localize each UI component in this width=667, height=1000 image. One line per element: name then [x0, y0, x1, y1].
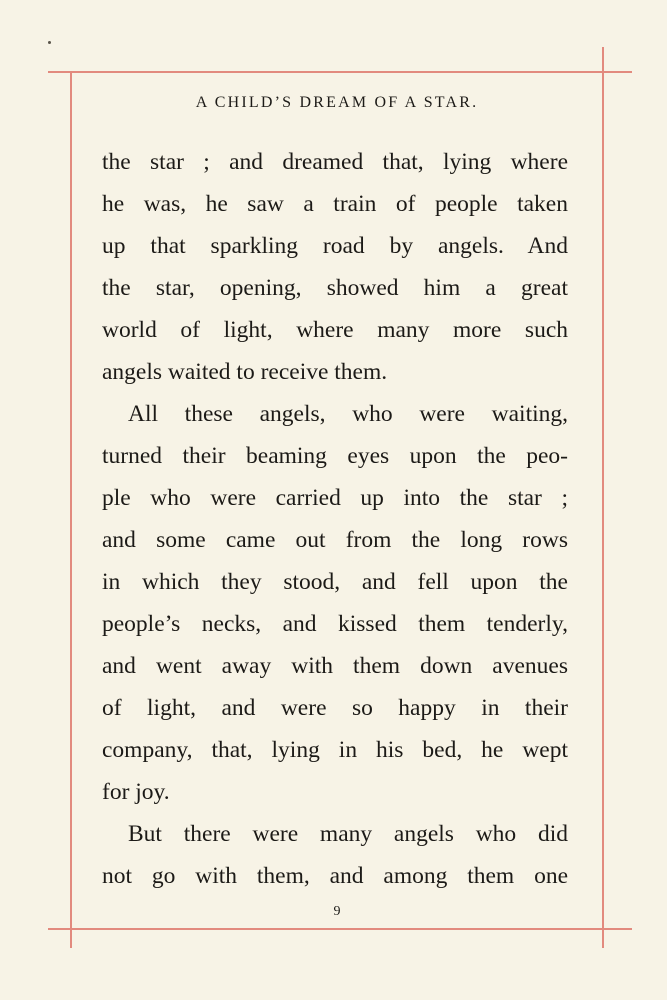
border-rule-left [70, 72, 72, 948]
border-rule-right [602, 47, 604, 948]
text-line: angels waited to receive them. [102, 359, 388, 385]
border-rule-bottom [48, 928, 632, 930]
text-line: turned their beaming eyes upon the peo- [102, 443, 568, 469]
page-speck [48, 41, 51, 44]
text-line: he was, he saw a train of people taken [102, 191, 568, 217]
text-line: people’s necks, and kissed them tenderly, [102, 611, 568, 637]
text-line: not go with them, and among them one [102, 863, 568, 889]
text-line: up that sparkling road by angels. And [102, 233, 568, 259]
text-line: in which they stood, and fell upon the [102, 569, 568, 595]
running-head: A CHILD’S DREAM OF A STAR. [195, 94, 479, 111]
text-line: for joy. [102, 779, 170, 805]
page-number: 9 [333, 904, 341, 919]
text-line: and went away with them down avenues [102, 653, 568, 679]
text-line: All these angels, who were waiting, [128, 401, 568, 427]
border-rule-top [48, 71, 632, 73]
text-line: ple who were carried up into the star ; [102, 485, 568, 511]
text-line: the star ; and dreamed that, lying where [102, 149, 568, 175]
body-text [102, 141, 568, 897]
text-line: But there were many angels who did [128, 821, 568, 847]
text-line: world of light, where many more such [102, 317, 568, 343]
text-line: company, that, lying in his bed, he wept [102, 737, 568, 763]
text-line: the star, opening, showed him a great [102, 275, 568, 301]
text-line: and some came out from the long rows [102, 527, 568, 553]
text-line: of light, and were so happy in their [102, 695, 568, 721]
